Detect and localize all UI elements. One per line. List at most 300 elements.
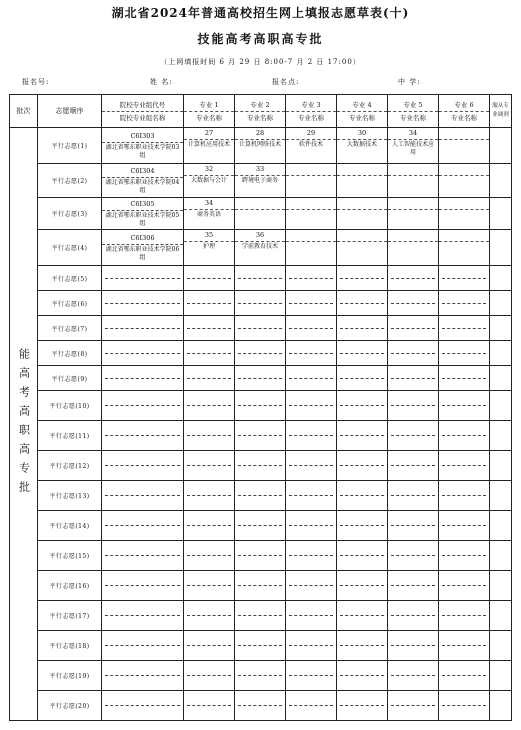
dashed-line (187, 525, 231, 526)
major-code (388, 164, 438, 176)
dashed-line (340, 705, 384, 706)
dashed-line (340, 645, 384, 646)
group-name: 湖北省鄂东职业技术学院03组 (105, 143, 180, 159)
major-cell[interactable] (235, 601, 286, 631)
group-cell[interactable] (102, 366, 184, 391)
major-cell[interactable] (388, 541, 439, 571)
group-code: C6I304 (102, 166, 183, 178)
remark-cell[interactable] (490, 541, 512, 571)
major-cell[interactable] (286, 230, 337, 266)
major-code: 34 (184, 198, 234, 210)
major-cell[interactable] (337, 541, 388, 571)
group-cell[interactable] (102, 391, 184, 421)
dashed-line (289, 525, 333, 526)
major-cell[interactable] (388, 341, 439, 366)
school-label: 中 学: (398, 78, 421, 86)
major-cell[interactable] (286, 291, 337, 316)
dashed-line (391, 585, 435, 586)
major-cell[interactable] (388, 451, 439, 481)
major-cell[interactable] (439, 541, 490, 571)
remark-cell[interactable] (490, 164, 512, 198)
dashed-line (391, 353, 435, 354)
group-cell[interactable] (102, 164, 184, 198)
major-cell[interactable] (439, 291, 490, 316)
remark-cell[interactable] (490, 691, 512, 721)
remark-cell[interactable] (490, 198, 512, 230)
dashed-line (238, 465, 282, 466)
dashed-line (187, 278, 231, 279)
major-name (286, 242, 336, 244)
major-name (388, 242, 438, 244)
major-4-header: 专业 4 专业名称 (337, 95, 388, 128)
major-cell[interactable] (235, 128, 286, 164)
remark-cell[interactable] (490, 391, 512, 421)
dashed-line (442, 353, 486, 354)
major-cell[interactable] (286, 341, 337, 366)
major-cell[interactable] (337, 601, 388, 631)
dashed-line (442, 435, 486, 436)
major-cell[interactable] (388, 230, 439, 266)
group-cell[interactable] (102, 316, 184, 341)
dashed-line (442, 328, 486, 329)
dashed-line (289, 645, 333, 646)
dashed-line (105, 615, 180, 616)
group-cell[interactable] (102, 511, 184, 541)
major-code (286, 198, 336, 210)
major-cell[interactable] (184, 451, 235, 481)
table-row (10, 198, 512, 230)
group-cell[interactable] (102, 481, 184, 511)
major-cell[interactable] (235, 571, 286, 601)
dashed-line (105, 465, 180, 466)
dashed-line (187, 675, 231, 676)
major-cell[interactable] (439, 421, 490, 451)
dashed-line (391, 328, 435, 329)
remark-cell[interactable] (490, 230, 512, 266)
major-name (388, 176, 438, 178)
major-cell[interactable] (184, 391, 235, 421)
dashed-line (105, 555, 180, 556)
group-cell[interactable] (102, 571, 184, 601)
remark-cell[interactable] (490, 661, 512, 691)
major-code: 30 (337, 128, 387, 140)
dashed-line (442, 555, 486, 556)
remark-cell[interactable] (490, 451, 512, 481)
major-cell[interactable] (235, 691, 286, 721)
major-cell[interactable] (184, 198, 235, 230)
major-cell[interactable] (286, 128, 337, 164)
major-cell[interactable] (337, 316, 388, 341)
major-cell[interactable] (388, 164, 439, 198)
major-code (439, 230, 489, 242)
group-cell[interactable] (102, 291, 184, 316)
major-cell[interactable] (286, 481, 337, 511)
major-cell[interactable] (439, 571, 490, 601)
dashed-line (442, 405, 486, 406)
remark-cell[interactable] (490, 511, 512, 541)
order-cell: 平行志愿(19) (38, 661, 102, 691)
dashed-line (340, 435, 384, 436)
group-cell[interactable] (102, 631, 184, 661)
remark-cell[interactable] (490, 571, 512, 601)
major-cell[interactable] (235, 451, 286, 481)
dashed-line (105, 675, 180, 676)
major-cell[interactable] (388, 661, 439, 691)
major-name (388, 210, 438, 212)
order-cell: 平行志愿(4) (38, 230, 102, 266)
remark-cell[interactable] (490, 631, 512, 661)
major-cell[interactable] (388, 631, 439, 661)
table-row (10, 164, 512, 198)
major-cell[interactable] (439, 316, 490, 341)
major-cell[interactable] (184, 316, 235, 341)
major-cell[interactable] (235, 230, 286, 266)
remark-cell[interactable] (490, 316, 512, 341)
dashed-line (105, 645, 180, 646)
major-cell[interactable] (388, 366, 439, 391)
major-cell[interactable] (286, 366, 337, 391)
dashed-line (187, 405, 231, 406)
major-cell[interactable] (235, 481, 286, 511)
major-cell[interactable] (388, 481, 439, 511)
dashed-line (289, 585, 333, 586)
dashed-line (105, 525, 180, 526)
group-cell[interactable] (102, 661, 184, 691)
major-cell[interactable] (388, 391, 439, 421)
major-cell[interactable] (439, 341, 490, 366)
dashed-line (391, 378, 435, 379)
major-cell[interactable] (184, 128, 235, 164)
major-cell[interactable] (286, 198, 337, 230)
table-row (10, 230, 512, 266)
major-cell[interactable] (337, 391, 388, 421)
major-cell[interactable] (388, 421, 439, 451)
remark-cell[interactable] (490, 266, 512, 291)
dashed-line (391, 495, 435, 496)
major-cell[interactable] (388, 128, 439, 164)
dashed-line (340, 615, 384, 616)
major-cell[interactable] (184, 266, 235, 291)
major-5-header: 专业 5 专业名称 (388, 95, 439, 128)
remark-cell[interactable] (490, 366, 512, 391)
dashed-line (391, 675, 435, 676)
major-name: 大数据与会计 (190, 177, 227, 184)
major-cell[interactable] (388, 198, 439, 230)
major-code: 29 (286, 128, 336, 140)
major-cell[interactable] (388, 511, 439, 541)
major-cell[interactable] (439, 164, 490, 198)
major-cell[interactable] (439, 511, 490, 541)
dashed-line (289, 378, 333, 379)
major-cell[interactable] (286, 421, 337, 451)
major-cell[interactable] (235, 291, 286, 316)
major-cell[interactable] (337, 631, 388, 661)
major-code: 35 (184, 230, 234, 242)
remark-cell[interactable] (490, 601, 512, 631)
name-label: 姓 名: (150, 78, 173, 86)
remark-cell[interactable] (490, 481, 512, 511)
remark-cell[interactable] (490, 421, 512, 451)
group-cell[interactable] (102, 691, 184, 721)
order-cell: 平行志愿(6) (38, 291, 102, 316)
major-name (439, 140, 489, 142)
major-cell[interactable] (235, 164, 286, 198)
major-cell[interactable] (235, 421, 286, 451)
group-cell[interactable] (102, 266, 184, 291)
dashed-line (442, 465, 486, 466)
major-6-header: 专业 6 专业名称 (439, 95, 490, 128)
major-cell[interactable] (388, 571, 439, 601)
group-cell[interactable] (102, 198, 184, 230)
dashed-line (289, 465, 333, 466)
major-cell[interactable] (286, 601, 337, 631)
major-cell[interactable] (439, 451, 490, 481)
dashed-line (105, 705, 180, 706)
dashed-line (340, 303, 384, 304)
order-cell: 平行志愿(12) (38, 451, 102, 481)
order-cell: 平行志愿(8) (38, 341, 102, 366)
major-cell[interactable] (388, 316, 439, 341)
dashed-line (187, 555, 231, 556)
table-row (10, 541, 512, 571)
major-code (337, 198, 387, 210)
major-name (337, 176, 387, 178)
dashed-line (289, 495, 333, 496)
major-cell[interactable] (235, 391, 286, 421)
dashed-line (238, 328, 282, 329)
major-cell[interactable] (235, 631, 286, 661)
table-row (10, 451, 512, 481)
group-name: 湖北省鄂东职业技术学院06组 (105, 245, 180, 261)
major-cell[interactable] (286, 541, 337, 571)
dashed-line (391, 705, 435, 706)
major-code: 33 (235, 164, 285, 176)
dashed-line (391, 525, 435, 526)
major-cell[interactable] (337, 451, 388, 481)
table-row (10, 366, 512, 391)
major-cell[interactable] (439, 601, 490, 631)
major-cell[interactable] (184, 341, 235, 366)
dashed-line (391, 278, 435, 279)
major-cell[interactable] (184, 571, 235, 601)
major-cell[interactable] (337, 341, 388, 366)
major-cell[interactable] (235, 316, 286, 341)
major-1-header: 专业 1 专业名称 (184, 95, 235, 128)
major-name: 学前教育技术 (241, 243, 278, 250)
table-row (10, 341, 512, 366)
major-cell[interactable] (286, 571, 337, 601)
major-cell[interactable] (286, 511, 337, 541)
major-name (235, 210, 285, 212)
major-cell[interactable] (337, 481, 388, 511)
major-cell[interactable] (388, 691, 439, 721)
major-cell[interactable] (184, 291, 235, 316)
dashed-line (289, 435, 333, 436)
major-cell[interactable] (337, 128, 388, 164)
major-cell[interactable] (286, 661, 337, 691)
major-cell[interactable] (286, 316, 337, 341)
order-cell: 平行志愿(5) (38, 266, 102, 291)
dashed-line (442, 278, 486, 279)
major-code: 27 (184, 128, 234, 140)
major-cell[interactable] (388, 266, 439, 291)
major-cell[interactable] (286, 691, 337, 721)
major-cell[interactable] (184, 511, 235, 541)
table-row (10, 661, 512, 691)
major-cell[interactable] (439, 230, 490, 266)
major-cell[interactable] (184, 421, 235, 451)
table-row (10, 631, 512, 661)
major-cell[interactable] (439, 266, 490, 291)
major-cell[interactable] (439, 481, 490, 511)
major-name (286, 176, 336, 178)
major-code (439, 164, 489, 176)
group-code-header: 院校专业组代号 (102, 99, 183, 112)
major-cell[interactable] (184, 631, 235, 661)
major-cell[interactable] (235, 541, 286, 571)
group-cell[interactable] (102, 341, 184, 366)
dashed-line (238, 303, 282, 304)
major-cell[interactable] (184, 366, 235, 391)
table-row (10, 266, 512, 291)
dashed-line (105, 495, 180, 496)
major-cell[interactable] (184, 164, 235, 198)
dashed-line (442, 645, 486, 646)
group-cell[interactable] (102, 451, 184, 481)
order-cell: 平行志愿(1) (38, 128, 102, 164)
major-cell[interactable] (184, 230, 235, 266)
dashed-line (187, 585, 231, 586)
dashed-line (442, 705, 486, 706)
major-cell[interactable] (337, 230, 388, 266)
dashed-line (289, 303, 333, 304)
major-cell[interactable] (235, 366, 286, 391)
major-cell[interactable] (286, 266, 337, 291)
major-code (235, 198, 285, 210)
major-cell[interactable] (337, 421, 388, 451)
major-cell[interactable] (337, 164, 388, 198)
dashed-line (187, 705, 231, 706)
major-cell[interactable] (388, 601, 439, 631)
major-cell[interactable] (439, 691, 490, 721)
dashed-line (187, 645, 231, 646)
major-cell[interactable] (337, 291, 388, 316)
dashed-line (187, 328, 231, 329)
major-cell[interactable] (337, 571, 388, 601)
dashed-line (105, 303, 180, 304)
major-cell[interactable] (184, 601, 235, 631)
major-cell[interactable] (286, 164, 337, 198)
major-name: 大数据技术 (346, 141, 377, 148)
major-cell[interactable] (337, 511, 388, 541)
major-cell[interactable] (184, 541, 235, 571)
major-name: 跨境电子商务 (241, 177, 278, 184)
major-cell[interactable] (439, 366, 490, 391)
header-row (10, 95, 512, 128)
dashed-line (340, 585, 384, 586)
remark-cell[interactable] (490, 341, 512, 366)
order-cell: 平行志愿(13) (38, 481, 102, 511)
dashed-line (391, 405, 435, 406)
dashed-line (442, 615, 486, 616)
major-cell[interactable] (184, 481, 235, 511)
major-cell[interactable] (337, 366, 388, 391)
dashed-line (187, 465, 231, 466)
major-cell[interactable] (388, 291, 439, 316)
dashed-line (238, 278, 282, 279)
order-cell: 平行志愿(16) (38, 571, 102, 601)
group-name: 湖北省鄂东职业技术学院04组 (105, 178, 180, 194)
major-code (286, 164, 336, 176)
major-code (337, 230, 387, 242)
group-cell[interactable] (102, 601, 184, 631)
dashed-line (105, 353, 180, 354)
major-3-header: 专业 3 专业名称 (286, 95, 337, 128)
dashed-line (391, 435, 435, 436)
dashed-line (289, 615, 333, 616)
batch-title: 技能高考高职高专批 (197, 32, 324, 46)
major-cell[interactable] (439, 391, 490, 421)
major-cell[interactable] (235, 266, 286, 291)
major-cell[interactable] (439, 661, 490, 691)
major-cell[interactable] (184, 661, 235, 691)
dashed-line (105, 328, 180, 329)
form-title: 湖北省2024年普通高校招生网上填报志愿草表(十) (111, 6, 410, 20)
dashed-line (442, 585, 486, 586)
group-code: C6I303 (102, 131, 183, 143)
major-cell[interactable] (235, 661, 286, 691)
remark-cell[interactable] (490, 128, 512, 164)
dashed-line (187, 353, 231, 354)
major-name (337, 242, 387, 244)
major-cell[interactable] (337, 691, 388, 721)
dashed-line (442, 675, 486, 676)
major-cell[interactable] (337, 266, 388, 291)
major-cell[interactable] (337, 661, 388, 691)
major-cell[interactable] (439, 128, 490, 164)
dashed-line (238, 645, 282, 646)
group-cell[interactable] (102, 230, 184, 266)
dashed-line (340, 378, 384, 379)
major-code (439, 128, 489, 140)
major-name: 商务英语 (196, 211, 221, 218)
dashed-line (340, 495, 384, 496)
group-cell[interactable] (102, 541, 184, 571)
order-cell: 平行志愿(3) (38, 198, 102, 230)
order-cell: 平行志愿(17) (38, 601, 102, 631)
dashed-line (340, 675, 384, 676)
order-cell: 平行志愿(20) (38, 691, 102, 721)
major-cell[interactable] (235, 198, 286, 230)
order-cell: 平行志愿(9) (38, 366, 102, 391)
remark-cell[interactable] (490, 291, 512, 316)
major-cell[interactable] (286, 391, 337, 421)
dashed-line (340, 353, 384, 354)
major-cell[interactable] (184, 691, 235, 721)
table-row (10, 391, 512, 421)
major-cell[interactable] (439, 631, 490, 661)
major-cell[interactable] (337, 198, 388, 230)
major-cell[interactable] (235, 341, 286, 366)
major-cell[interactable] (286, 631, 337, 661)
major-cell[interactable] (439, 198, 490, 230)
group-cell[interactable] (102, 128, 184, 164)
major-code: 32 (184, 164, 234, 176)
major-cell[interactable] (235, 511, 286, 541)
group-cell[interactable] (102, 421, 184, 451)
major-cell[interactable] (286, 451, 337, 481)
order-header: 志愿顺序 (38, 95, 102, 128)
